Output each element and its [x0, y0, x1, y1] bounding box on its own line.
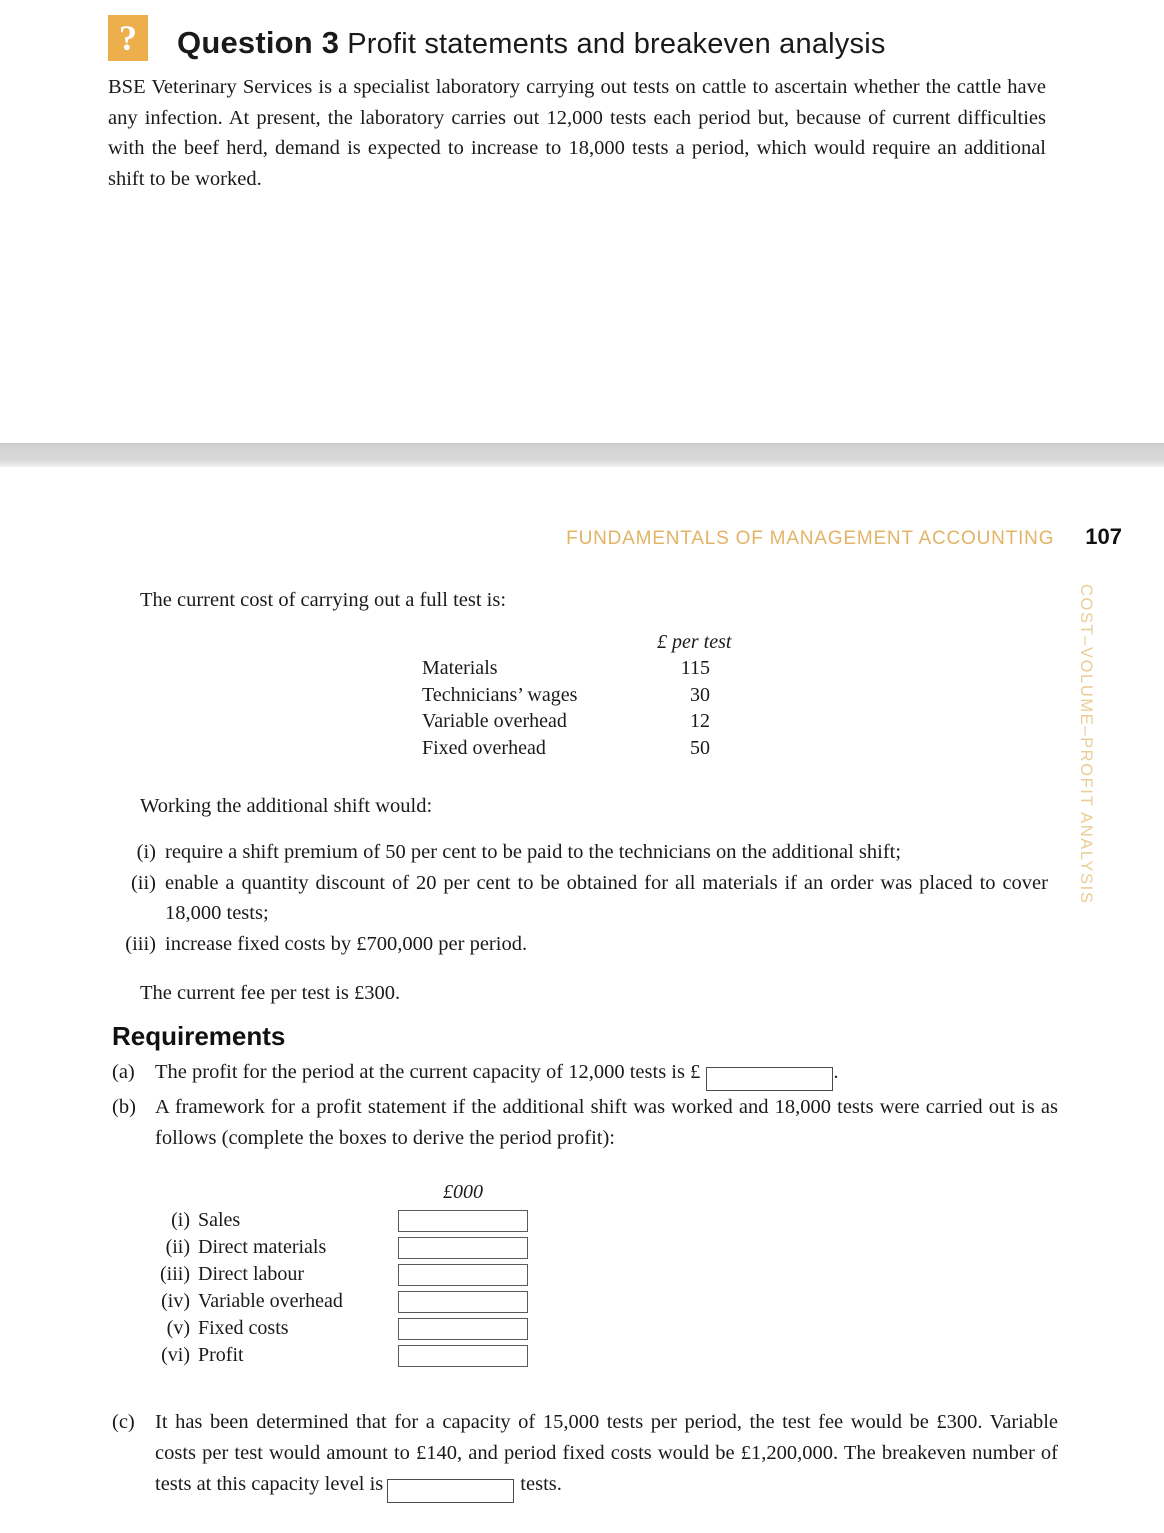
- form-row: [140, 1234, 528, 1261]
- form-row-label: Variable overhead: [198, 1290, 343, 1312]
- table-row: [422, 655, 731, 682]
- list-item: [108, 837, 1048, 868]
- part-letter: (a): [112, 1061, 135, 1083]
- requirement-part-a: [112, 1057, 1058, 1091]
- running-title: FUNDAMENTALS OF MANAGEMENT ACCOUNTING: [566, 528, 1055, 549]
- form-row: [140, 1342, 528, 1369]
- requirement-part-c: [112, 1407, 1058, 1503]
- list-item-number: (iii): [125, 932, 156, 955]
- form-row-label: Direct labour: [198, 1263, 305, 1285]
- chapter-side-tab: COST–VOLUME–PROFIT ANALYSIS: [1077, 584, 1095, 905]
- cost-row-label: Fixed overhead: [422, 736, 546, 759]
- form-row-number: (ii): [165, 1236, 190, 1258]
- part-c-text: [155, 1407, 1058, 1503]
- cost-row-value: 115: [680, 657, 710, 679]
- list-item-number: (ii): [130, 871, 156, 894]
- form-column-header: £000: [443, 1181, 483, 1203]
- requirements-heading: Requirements: [112, 1021, 286, 1051]
- form-row: [140, 1207, 528, 1234]
- working-shift-line: Working the additional shift would:: [140, 795, 433, 817]
- profit-statement-form: [140, 1180, 528, 1369]
- current-fee-line: The current fee per test is £300.: [140, 982, 401, 1004]
- cost-row-label: Technicians’ wages: [422, 683, 578, 706]
- form-row-label: Fixed costs: [198, 1317, 289, 1339]
- running-header: [0, 524, 1122, 550]
- part-b-text: A framework for a profit statement if the additional shift was worked and 18,000 tests were carried out is as follows (complete the boxes to derive the period profit):: [155, 1096, 1058, 1149]
- page-number: 107: [1085, 524, 1122, 549]
- form-row-number: (v): [166, 1317, 190, 1339]
- sales-input[interactable]: [398, 1210, 528, 1232]
- form-row: [140, 1261, 528, 1288]
- part-a-profit-input[interactable]: [706, 1067, 833, 1091]
- question-intro-paragraph: BSE Veterinary Services is a specialist laboratory carrying out tests on cattle to ascertain whether the cattle have any infection. At present, the laboratory carries out 12,000 tests each period but, because of current difficulties with the beef herd, demand is expected to increase to 18,000 tests a period, which would require an additional shift to be worked.: [108, 76, 1046, 190]
- requirement-part-b: [112, 1092, 1058, 1154]
- form-row-number: (vi): [161, 1344, 190, 1366]
- question-title-row: [108, 15, 886, 61]
- cost-row-label: Variable overhead: [422, 710, 567, 732]
- list-item-number: (i): [136, 841, 156, 863]
- form-row-label: Direct materials: [198, 1236, 327, 1258]
- form-row-label: Profit: [198, 1344, 244, 1366]
- part-letter: (c): [112, 1411, 135, 1433]
- part-letter: (b): [112, 1096, 136, 1118]
- page-divider-bar: [0, 443, 1164, 467]
- variable-overhead-input[interactable]: [398, 1291, 528, 1313]
- part-a-text-before: The profit for the period at the current capacity of 12,000 tests is £: [155, 1061, 701, 1083]
- cost-row-value: 50: [690, 736, 710, 759]
- table-row: [422, 735, 731, 762]
- table-row: [422, 682, 731, 709]
- form-row-number: (i): [171, 1209, 190, 1231]
- form-row-number: (iv): [161, 1290, 190, 1312]
- question-subtitle: Profit statements and breakeven analysis: [347, 28, 886, 60]
- direct-materials-input[interactable]: [398, 1237, 528, 1259]
- cost-row-value: 12: [690, 710, 710, 732]
- part-a-text: [155, 1057, 1058, 1091]
- list-item-text: enable a quantity discount of 20 per cent to be obtained for all materials if an order was placed to cover 18,000 tests;: [165, 871, 1048, 924]
- list-item-text: require a shift premium of 50 per cent to be paid to the technicians on the additional shift;: [165, 841, 902, 863]
- cost-row-value: 30: [690, 683, 710, 706]
- form-row-label: Sales: [198, 1209, 241, 1231]
- breakeven-tests-input[interactable]: [387, 1479, 514, 1503]
- list-item: [108, 929, 1048, 960]
- part-c-text-before: It has been determined that for a capacity of 15,000 tests per period, the test fee would be £300. Variable costs per test would amount to £140, and period fixed costs would be £1,200,000. The breakeven number of tests at this capacity level is: [155, 1411, 1058, 1495]
- shift-effects-list: [108, 837, 1048, 959]
- form-row: [140, 1288, 528, 1315]
- cost-intro-line: The current cost of carrying out a full test is:: [140, 589, 507, 611]
- profit-input[interactable]: [398, 1345, 528, 1367]
- fixed-costs-input[interactable]: [398, 1318, 528, 1340]
- question-mark-icon: ?: [108, 15, 148, 61]
- form-row: [140, 1315, 528, 1342]
- list-item: [108, 868, 1048, 929]
- cost-table-value-header: £ per test: [657, 631, 732, 653]
- part-c-text-after: tests.: [520, 1473, 562, 1495]
- list-item-text: increase fixed costs by £700,000 per period.: [165, 932, 528, 955]
- part-a-text-after: .: [833, 1061, 839, 1083]
- question-title: [177, 25, 886, 61]
- question-number: Question 3: [177, 25, 340, 60]
- direct-labour-input[interactable]: [398, 1264, 528, 1286]
- form-row-number: (iii): [160, 1263, 190, 1285]
- cost-per-test-table: [422, 629, 731, 761]
- table-row: [422, 708, 731, 735]
- cost-row-label: Materials: [422, 657, 498, 679]
